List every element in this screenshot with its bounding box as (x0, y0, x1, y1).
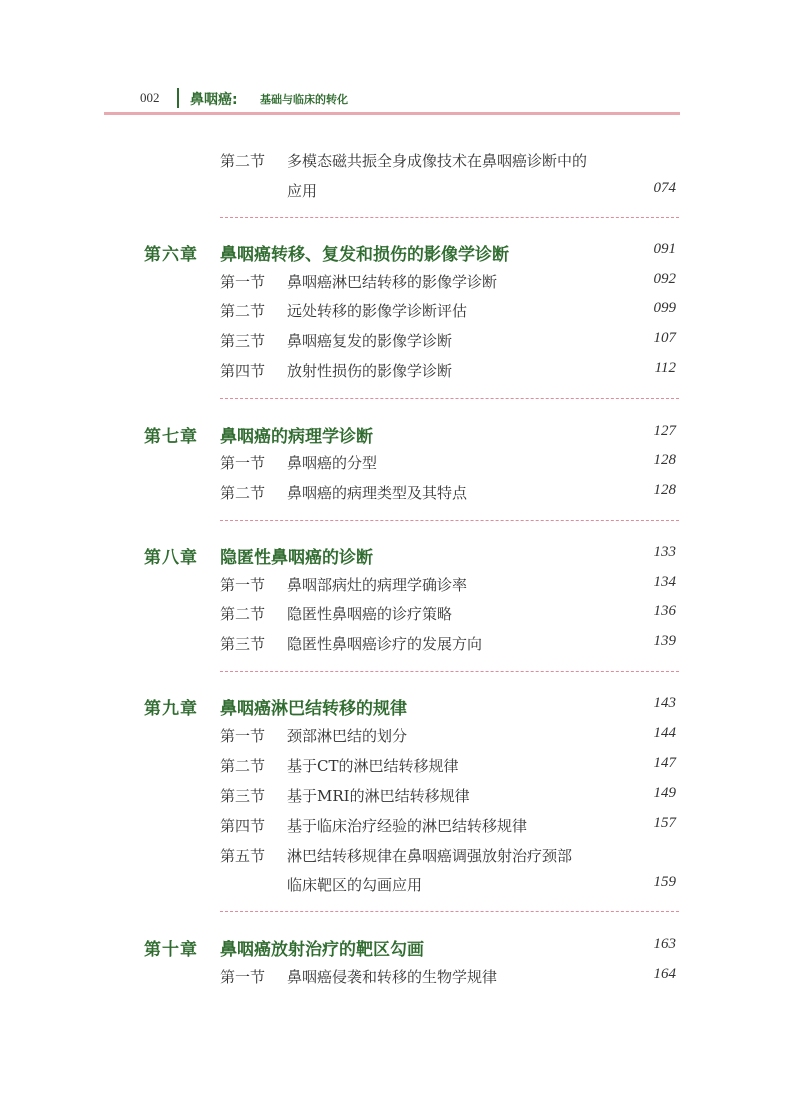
chapter-title: 鼻咽癌转移、复发和损伤的影像学诊断 (220, 245, 509, 265)
page-number: 164 (653, 966, 676, 982)
page-number: 112 (654, 360, 676, 376)
page-number: 143 (653, 695, 676, 711)
chapter-number: 第六章 (144, 245, 198, 265)
header-page-number: 002 (140, 90, 160, 105)
section-title: 鼻咽癌的分型 (287, 454, 378, 472)
chapter-title: 鼻咽癌放射治疗的靶区勾画 (220, 940, 424, 960)
section-title: 基于MRI的淋巴结转移规律 (287, 787, 470, 805)
page-number: 128 (653, 452, 676, 468)
chapter-divider (220, 911, 679, 912)
section-number: 第二节 (220, 302, 266, 320)
page-number: 091 (653, 241, 676, 257)
chapter-title: 隐匿性鼻咽癌的诊断 (220, 548, 373, 568)
chapter-title: 鼻咽癌的病理学诊断 (220, 427, 373, 447)
section-number: 第四节 (220, 817, 266, 835)
section-title: 鼻咽癌复发的影像学诊断 (287, 332, 453, 350)
chapter-number: 第九章 (144, 699, 198, 719)
section-title-continued: 临床靶区的勾画应用 (287, 876, 423, 894)
section-title-continued: 应用 (287, 182, 318, 200)
page-number: 128 (653, 482, 676, 498)
section-title: 隐匿性鼻咽癌诊疗的发展方向 (287, 635, 483, 653)
chapter-divider (220, 398, 679, 399)
section-title: 隐匿性鼻咽癌的诊疗策略 (287, 605, 453, 623)
chapter-divider (220, 671, 679, 672)
page-number: 159 (653, 874, 676, 890)
chapter-number: 第十章 (144, 940, 198, 960)
section-title: 多模态磁共振全身成像技术在鼻咽癌诊断中的 (287, 152, 588, 170)
section-title: 基于临床治疗经验的淋巴结转移规律 (287, 817, 528, 835)
page-number: 134 (653, 574, 676, 590)
page-number: 074 (653, 180, 676, 196)
page-number: 136 (653, 603, 676, 619)
section-number: 第五节 (220, 847, 266, 865)
chapter-title: 鼻咽癌淋巴结转移的规律 (220, 699, 407, 719)
section-number: 第二节 (220, 757, 266, 775)
chapter-divider (220, 520, 679, 521)
chapter-number: 第七章 (144, 427, 198, 447)
page-number: 144 (653, 725, 676, 741)
page-number: 163 (653, 936, 676, 952)
section-title: 远处转移的影像学诊断评估 (287, 302, 468, 320)
section-number: 第一节 (220, 454, 266, 472)
section-number: 第二节 (220, 484, 266, 502)
section-title: 基于CT的淋巴结转移规律 (287, 757, 459, 775)
section-title: 鼻咽癌的病理类型及其特点 (287, 484, 468, 502)
page-number: 139 (653, 633, 676, 649)
section-number: 第二节 (220, 605, 266, 623)
section-title: 颈部淋巴结的划分 (287, 727, 408, 745)
page-number: 149 (653, 785, 676, 801)
page-number: 157 (653, 815, 676, 831)
header-book-title: 鼻咽癌: (190, 92, 238, 108)
page-number: 107 (653, 330, 676, 346)
section-number: 第一节 (220, 576, 266, 594)
header-book-subtitle: 基础与临床的转化 (260, 93, 348, 106)
section-title: 鼻咽癌侵袭和转移的生物学规律 (287, 968, 498, 986)
section-number: 第一节 (220, 968, 266, 986)
section-title: 鼻咽癌淋巴结转移的影像学诊断 (287, 273, 498, 291)
chapter-divider (220, 217, 679, 218)
page-number: 133 (653, 544, 676, 560)
section-title: 放射性损伤的影像学诊断 (287, 362, 453, 380)
section-title: 鼻咽部病灶的病理学确诊率 (287, 576, 468, 594)
page-number: 099 (653, 300, 676, 316)
section-number: 第二节 (220, 152, 266, 170)
section-title: 淋巴结转移规律在鼻咽癌调强放射治疗颈部 (287, 847, 573, 865)
chapter-number: 第八章 (144, 548, 198, 568)
section-number: 第三节 (220, 635, 266, 653)
section-number: 第四节 (220, 362, 266, 380)
section-number: 第三节 (220, 787, 266, 805)
section-number: 第一节 (220, 727, 266, 745)
page-number: 147 (653, 755, 676, 771)
section-number: 第三节 (220, 332, 266, 350)
section-number: 第一节 (220, 273, 266, 291)
page-number: 127 (653, 423, 676, 439)
page-number: 092 (653, 271, 676, 287)
